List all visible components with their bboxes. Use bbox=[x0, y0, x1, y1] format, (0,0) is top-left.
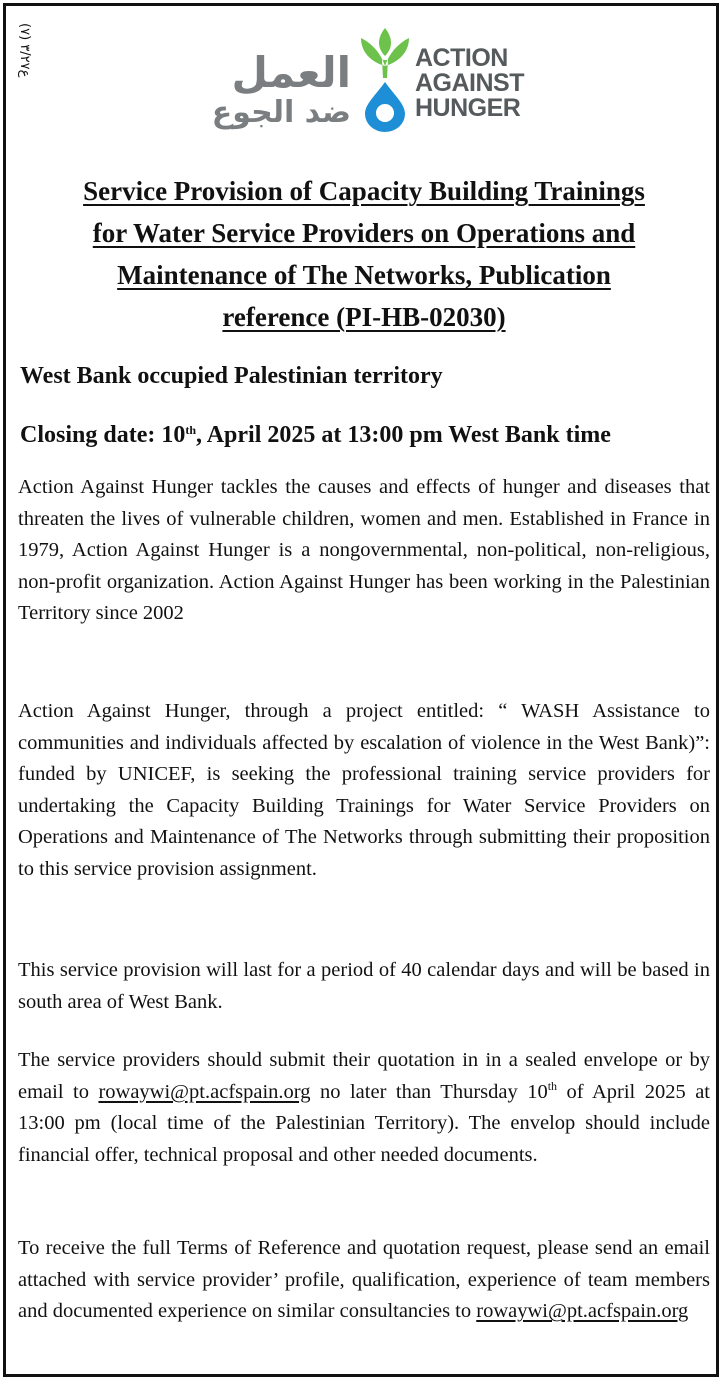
closing-date-heading: Closing date: 10th, April 2025 at 13:00 pm West Bank time bbox=[20, 422, 611, 448]
paragraph-project: Action Against Hunger, through a project entitled: “ WASH Assistance to communities and individuals affected by escalation of violence in the West Bank)”: funded by UNICEF, is seeking the professional training service providers for undertaking the Capacity Building Trainings for Water Service Providers on Operations and Maintenance of The Networks through submitting their proposition to this service provision assignment. bbox=[18, 700, 710, 880]
paragraph-duration: This service provision will last for a period of 40 calendar days and will be based in south area of West Bank. bbox=[18, 959, 710, 1013]
email-link[interactable]: rowaywi@pt.acfspain.org bbox=[476, 1300, 689, 1322]
logo-arabic-name: العمل bbox=[231, 48, 351, 97]
paragraph-submission: The service providers should submit their quotation in in a sealed envelope or by email to rowaywi@pt.acfspain.org no later than Thursday 10th of April 2025 at 13:00 pm (local time of the Palestinian Territory). The envelop should include financial offer, technical proposal and other needed documents. bbox=[18, 1049, 710, 1166]
paragraph-about: Action Against Hunger tackles the causes and effects of hunger and diseases that threaten the lives of vulnerable children, women and men. Established in France in 1979, Action Against Hunger is a nongovernmental, non-political, non-religious, non-profit organization. Action Against Hunger has been working in the Palestinian Territory since 2002 bbox=[18, 476, 710, 624]
location-heading: West Bank occupied Palestinian territory bbox=[20, 363, 443, 389]
action-against-hunger-logo bbox=[205, 26, 535, 136]
paragraph-terms: To receive the full Terms of Reference and quotation request, please send an email attached with service provider’ profile, qualification, experience of team members and documented experience on similar consultancies to rowaywi@pt.acfspain.org bbox=[18, 1237, 710, 1322]
email-link[interactable]: rowaywi@pt.acfspain.org bbox=[98, 1080, 311, 1103]
leaf-drop-icon bbox=[355, 26, 415, 132]
logo-arabic-tagline: ضد الجوع bbox=[211, 95, 351, 130]
page-title: Service Provision of Capacity Building Trainings for Water Service Providers on Operations and Maintenance of The Networks, Publication reference (PI-HB-02030) bbox=[83, 176, 645, 332]
corner-reference-note: ع٣/٢٧ (٧) bbox=[17, 22, 32, 78]
logo-english-text: ACTION AGAINST HUNGER bbox=[415, 44, 524, 122]
